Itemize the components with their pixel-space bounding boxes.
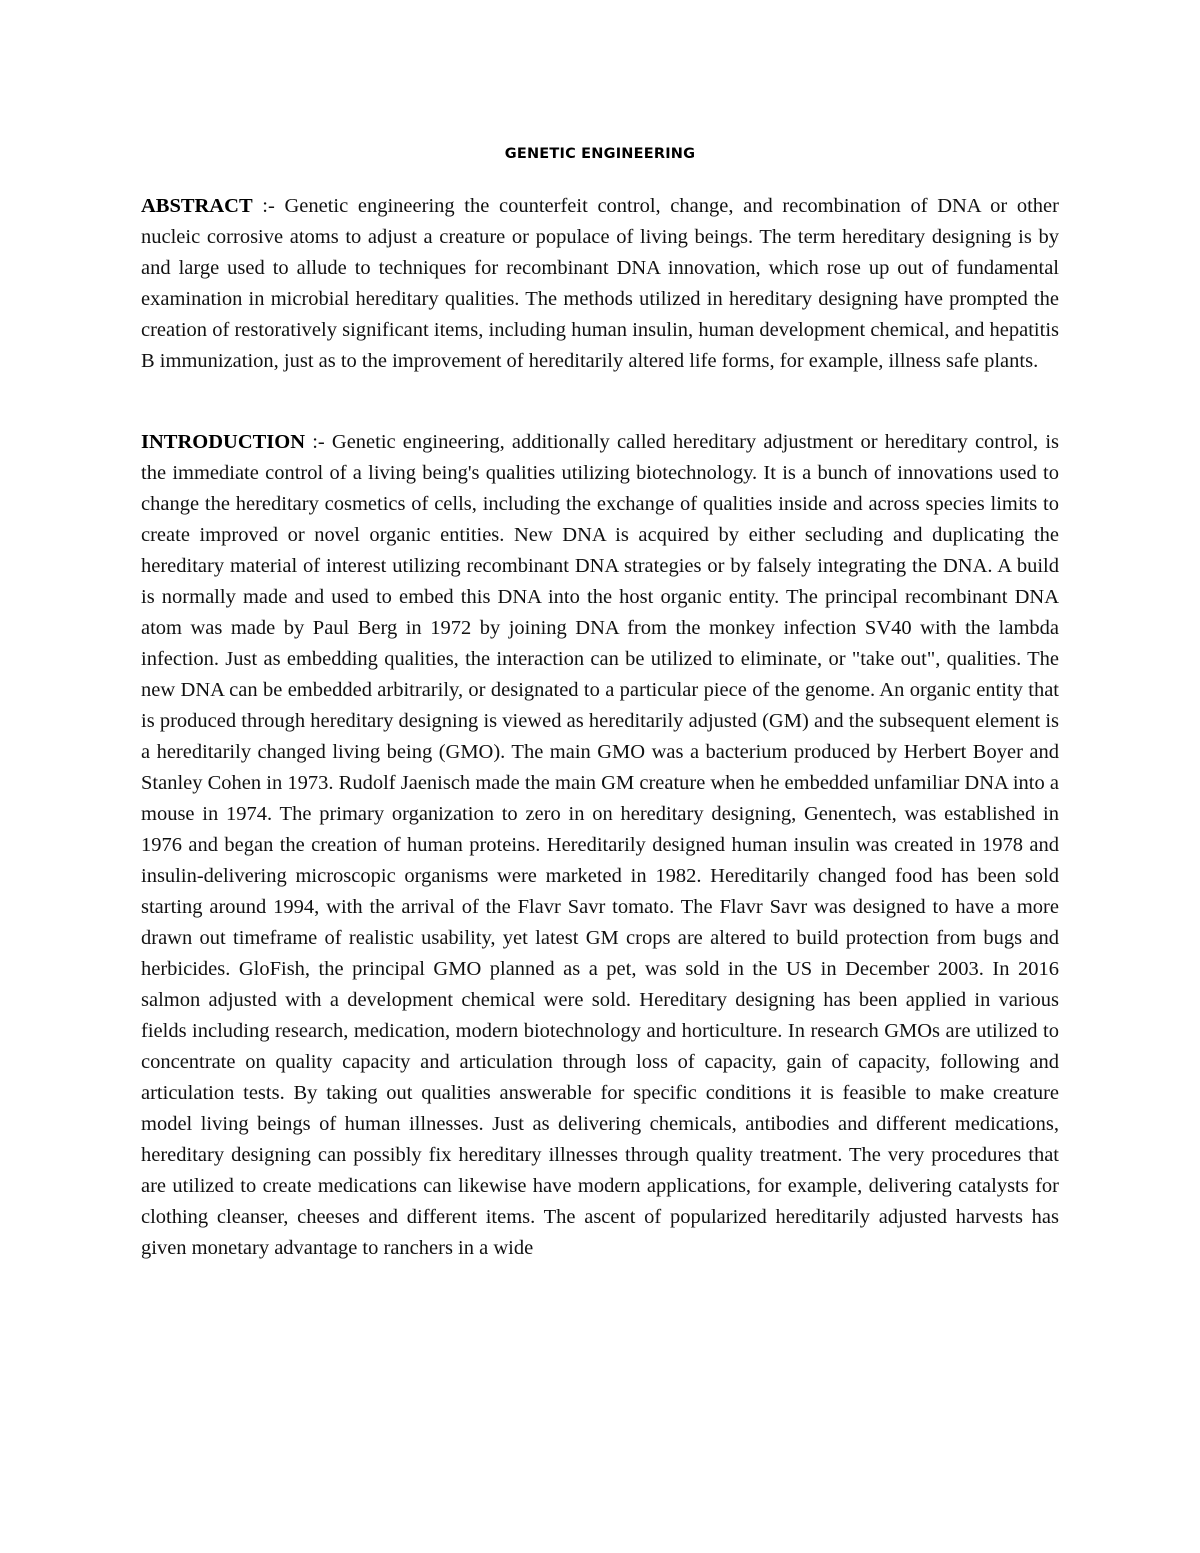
introduction-paragraph [141,427,1059,1264]
abstract-label: ABSTRACT [141,195,253,217]
introduction-text: :- Genetic engineering, additionally called hereditary adjustment or hereditary control, is the immediate control of a living being's qualities utilizing biotechnology. It is a bunch of innovations used to change the hereditary cosmetics of cells, including the exchange of qualities inside and across species limits to create improved or novel organic entities. New DNA is acquired by either secluding and duplicating the hereditary material of interest utilizing recombinant DNA strategies or by falsely integrating the DNA. A build is normally made and used to embed this DNA into the host organic entity. The principal recombinant DNA atom was made by Paul Berg in 1972 by joining DNA from the monkey infection SV40 with the lambda infection. Just as embedding qualities, the interaction can be utilized to eliminate, or "take out", qualities. The new DNA can be embedded arbitrarily, or designated to a particular piece of the genome. An organic entity that is produced through hereditary designing is viewed as hereditarily adjusted (GM) and the subsequent element is a hereditarily changed living being (GMO). The main GMO was a bacterium produced by Herbert Boyer and Stanley Cohen in 1973. Rudolf Jaenisch made the main GM creature when he embedded unfamiliar DNA into a mouse in 1974. The primary organization to zero in on hereditary designing, Genentech, was established in 1976 and began the creation of human proteins. Hereditarily designed human insulin was created in 1978 and insulin-delivering microscopic organisms were marketed in 1982. Hereditarily changed food has been sold starting around 1994, with the arrival of the Flavr Savr tomato. The Flavr Savr was designed to have a more drawn out timeframe of realistic usability, yet latest GM crops are altered to build protection from bugs and herbicides. GloFish, the principal GMO planned as a pet, was sold in the US in December 2003. In 2016 salmon adjusted with a development chemical were sold. Hereditary designing has been applied in various fields including research, medication, modern biotechnology and horticulture. In research GMOs are utilized to concentrate on quality capacity and articulation through loss of capacity, gain of capacity, following and articulation tests. By taking out qualities answerable for specific conditions it is feasible to make creature model living beings of human illnesses. Just as delivering chemicals, antibodies and different medications, hereditary designing can possibly fix hereditary illnesses through quality treatment. The very procedures that are utilized to create medications can likewise have modern applications, for example, delivering catalysts for clothing cleanser, cheeses and different items. The ascent of popularized hereditarily adjusted harvests has given monetary advantage to ranchers in a wide [141,431,1059,1259]
abstract-paragraph [141,191,1059,377]
introduction-label: INTRODUCTION [141,431,306,453]
document-title: GENETIC ENGINEERING [504,146,696,162]
abstract-text: :- Genetic engineering the counterfeit control, change, and recombination of DNA or other nucleic corrosive atoms to adjust a creature or populace of living beings. The term hereditary designing is by and large used to allude to techniques for recombinant DNA innovation, which rose up out of fundamental examination in microbial hereditary qualities. The methods utilized in hereditary designing have prompted the creation of restoratively significant items, including human insulin, human development chemical, and hepatitis B immunization, just as to the improvement of hereditarily altered life forms, for example, illness safe plants. [141,195,1059,372]
